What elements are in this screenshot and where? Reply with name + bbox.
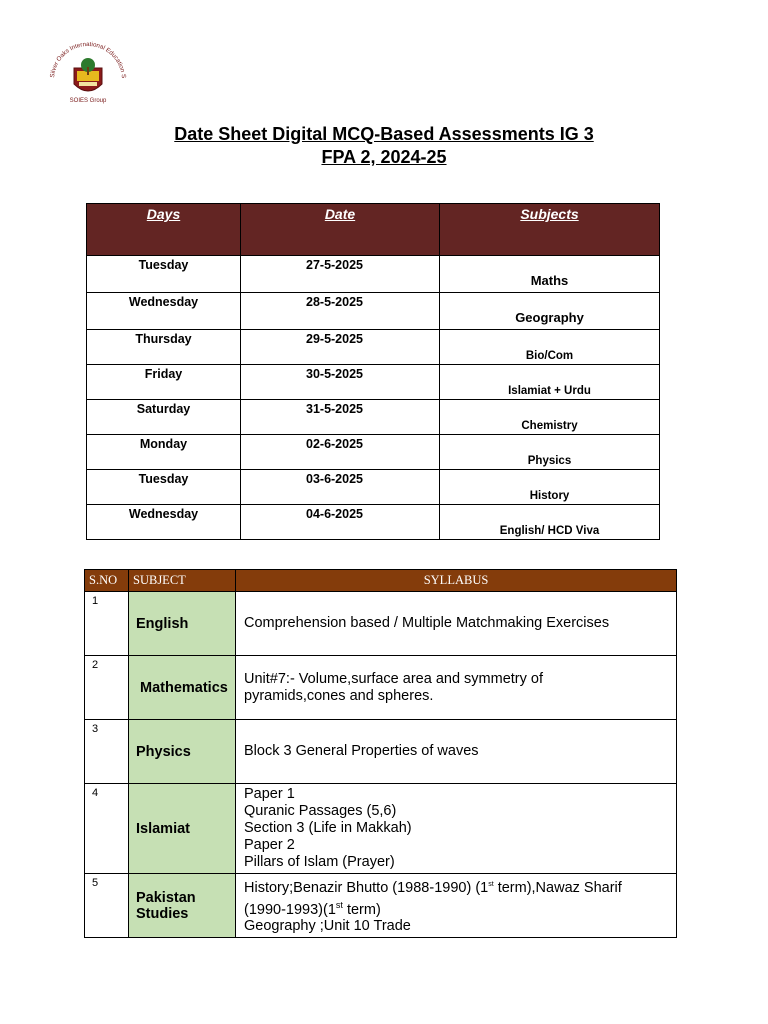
date-cell: 29-5-2025 xyxy=(241,330,440,365)
table-row xyxy=(85,592,677,656)
day-cell: Friday xyxy=(87,365,241,400)
syllabus-line: History;Benazir Bhutto (1988-1990) (1st term),Nawaz Sharif xyxy=(244,879,622,896)
day-cell: Tuesday xyxy=(87,470,241,505)
sno-cell: 2 xyxy=(85,656,129,720)
sno-cell: 1 xyxy=(85,592,129,656)
day-cell: Saturday xyxy=(87,400,241,435)
logo-group-name: SOIES Group xyxy=(69,98,107,104)
subject-cell: Islamiat + Urdu xyxy=(440,365,660,400)
header-syllabus: SYLLABUS xyxy=(236,570,677,592)
table-row xyxy=(85,784,677,874)
subject-cell: Mathematics xyxy=(129,656,236,720)
table-row xyxy=(85,720,677,784)
sno-cell: 5 xyxy=(85,874,129,938)
syllabus-table xyxy=(84,569,677,938)
header-days: Days xyxy=(87,204,241,256)
date-cell: 28-5-2025 xyxy=(241,293,440,330)
day-cell: Thursday xyxy=(87,330,241,365)
syllabus-header-row xyxy=(85,570,677,592)
table-row xyxy=(87,470,660,505)
syllabus-cell xyxy=(236,784,677,874)
sno-cell: 3 xyxy=(85,720,129,784)
date-cell: 30-5-2025 xyxy=(241,365,440,400)
syllabus-line: Comprehension based / Multiple Matchmaking Exercises xyxy=(244,615,610,631)
sno-cell: 4 xyxy=(85,784,129,874)
subject-cell xyxy=(129,874,236,938)
subject-cell: Physics xyxy=(440,435,660,470)
subject-cell: English/ HCD Viva xyxy=(440,505,660,540)
subject-cell: Bio/Com xyxy=(440,330,660,365)
school-crest-logo xyxy=(44,40,132,106)
header-subjects: Subjects xyxy=(440,204,660,256)
syllabus-line: Geography ;Unit 10 Trade xyxy=(244,918,411,935)
subject-cell: Islamiat xyxy=(129,784,236,874)
syllabus-line: Paper 1 xyxy=(244,786,295,802)
day-cell: Tuesday xyxy=(87,256,241,293)
syllabus-line: Pillars of Islam (Prayer) xyxy=(244,854,395,870)
subject-cell: Physics xyxy=(129,720,236,784)
header-subject: SUBJECT xyxy=(129,570,236,592)
header-date: Date xyxy=(241,204,440,256)
table-row xyxy=(85,874,677,938)
table-row xyxy=(87,505,660,540)
table-row xyxy=(87,330,660,365)
table-row xyxy=(87,435,660,470)
syllabus-cell xyxy=(236,720,677,784)
header-sno: S.NO xyxy=(85,570,129,592)
table-row xyxy=(87,256,660,293)
table-row xyxy=(85,656,677,720)
page-subtitle: FPA 2, 2024-25 xyxy=(321,147,447,167)
date-cell: 04-6-2025 xyxy=(241,505,440,540)
date-cell: 27-5-2025 xyxy=(241,256,440,293)
logo-org-name: Silver Oaks International Education S xyxy=(49,40,127,79)
syllabus-line: pyramids,cones and spheres. xyxy=(244,687,434,704)
date-sheet-header-row xyxy=(87,204,660,256)
syllabus-line: (1990-1993)(1st term) xyxy=(244,899,381,918)
subject-line: Studies xyxy=(136,905,189,922)
table-row xyxy=(87,400,660,435)
page-title: Date Sheet Digital MCQ-Based Assessments IG 3 xyxy=(174,124,594,144)
syllabus-line: Unit#7:- Volume,surface area and symmetry of xyxy=(244,670,543,687)
subject-cell: Chemistry xyxy=(440,400,660,435)
syllabus-cell xyxy=(236,592,677,656)
date-cell: 02-6-2025 xyxy=(241,435,440,470)
syllabus-line: Quranic Passages (5,6) xyxy=(244,803,397,819)
table-row xyxy=(87,365,660,400)
subject-line: Pakistan xyxy=(136,889,196,906)
date-sheet-table xyxy=(86,203,660,540)
subject-cell: Geography xyxy=(440,293,660,330)
syllabus-line: Block 3 General Properties of waves xyxy=(244,743,479,759)
day-cell: Monday xyxy=(87,435,241,470)
date-cell: 03-6-2025 xyxy=(241,470,440,505)
subject-cell: English xyxy=(129,592,236,656)
subject-cell: Maths xyxy=(440,256,660,293)
day-cell: Wednesday xyxy=(87,293,241,330)
syllabus-cell xyxy=(236,874,677,938)
syllabus-line: Paper 2 xyxy=(244,837,295,853)
date-cell: 31-5-2025 xyxy=(241,400,440,435)
day-cell: Wednesday xyxy=(87,505,241,540)
subject-cell: History xyxy=(440,470,660,505)
syllabus-line: Section 3 (Life in Makkah) xyxy=(244,820,412,836)
table-row xyxy=(87,293,660,330)
syllabus-cell xyxy=(236,656,677,720)
